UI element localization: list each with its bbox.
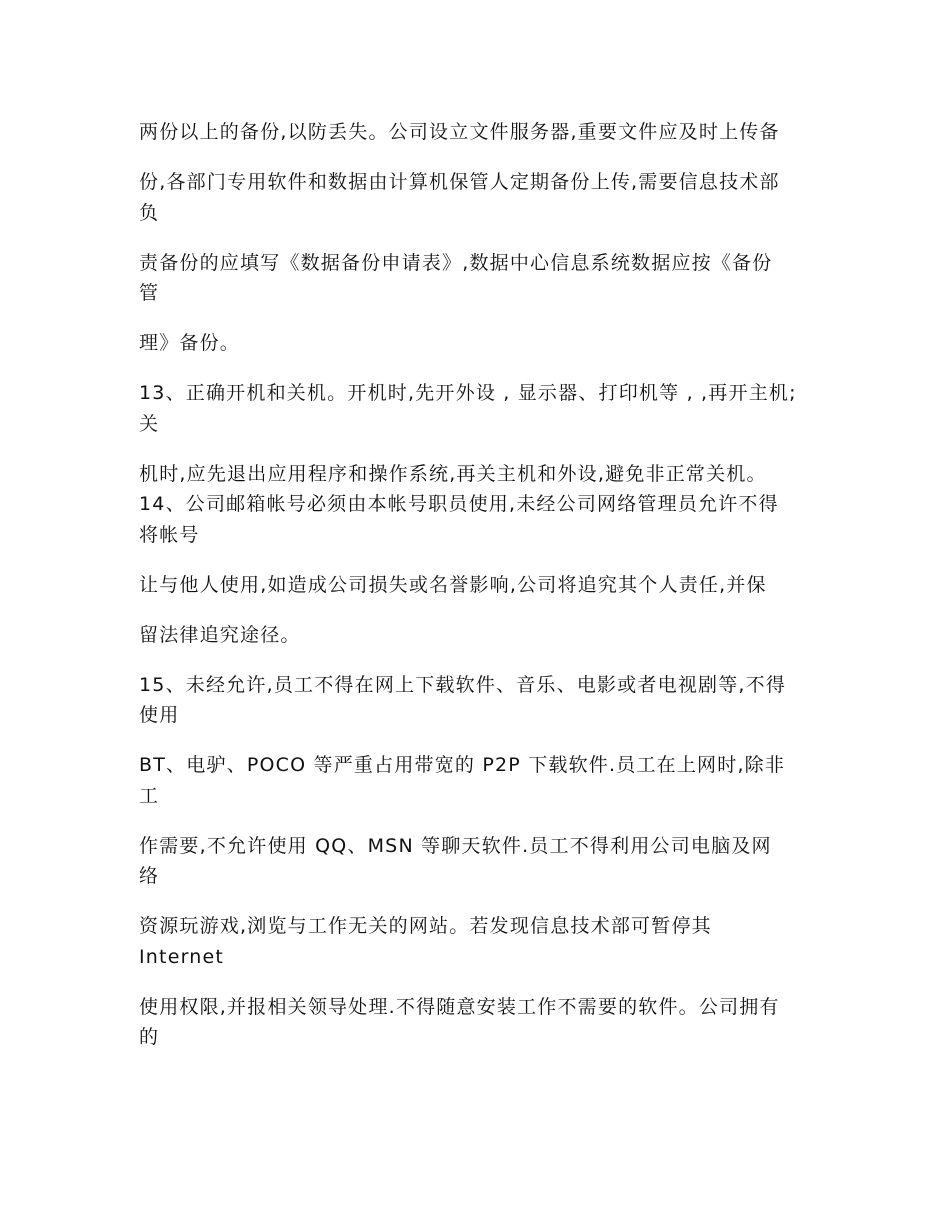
text-line: 工 <box>139 785 160 807</box>
text-line: 15、未经允许,员工不得在网上下载软件、音乐、电影或者电视剧等,不得 <box>139 674 787 696</box>
text-line: BT、电驴、POCO 等严重占用带宽的 P2P 下载软件.员工在上网时,除非 <box>139 754 786 776</box>
text-line: 关 <box>139 413 160 435</box>
text-line: 13、正确开机和关机。开机时,先开外设 , 显示器、打印机等 , ,再开主机; <box>139 382 797 404</box>
text-line: 资源玩游戏,浏览与工作无关的网站。若发现信息技术部可暂停其 <box>139 915 712 937</box>
text-line: 负 <box>139 202 160 224</box>
text-line: 使用权限,并报相关领导处理.不得随意安装工作不需要的软件。公司拥有 <box>139 996 780 1018</box>
text-line: 责备份的应填写《数据备份申请表》,数据中心信息系统数据应按《备份 <box>139 252 773 274</box>
text-line: 理》备份。 <box>139 332 241 354</box>
text-line: 的 <box>139 1026 160 1048</box>
text-line: 将帐号 <box>139 524 200 546</box>
text-line: 两份以上的备份,以防丢失。公司设立文件服务器,重要文件应及时上传备 <box>139 121 780 143</box>
text-line: 14、公司邮箱帐号必须由本帐号职员使用,未经公司网络管理员允许不得 <box>139 493 779 515</box>
text-line: 让与他人使用,如造成公司损失或名誉影响,公司将追究其个人责任,并保 <box>139 574 767 596</box>
text-line: 作需要,不允许使用 QQ、MSN 等聊天软件.员工不得利用公司电脑及网 <box>139 835 772 857</box>
text-line: Internet <box>139 946 225 968</box>
text-line: 管 <box>139 282 160 304</box>
text-line: 留法律追究途径。 <box>139 624 301 646</box>
text-line: 份,各部门专用软件和数据由计算机保管人定期备份上传,需要信息技术部 <box>139 171 780 193</box>
text-line: 机时,应先退出应用程序和操作系统,再关主机和外设,避免非正常关机。 <box>139 463 767 485</box>
text-line: 络 <box>139 865 160 887</box>
text-line: 使用 <box>139 704 180 726</box>
